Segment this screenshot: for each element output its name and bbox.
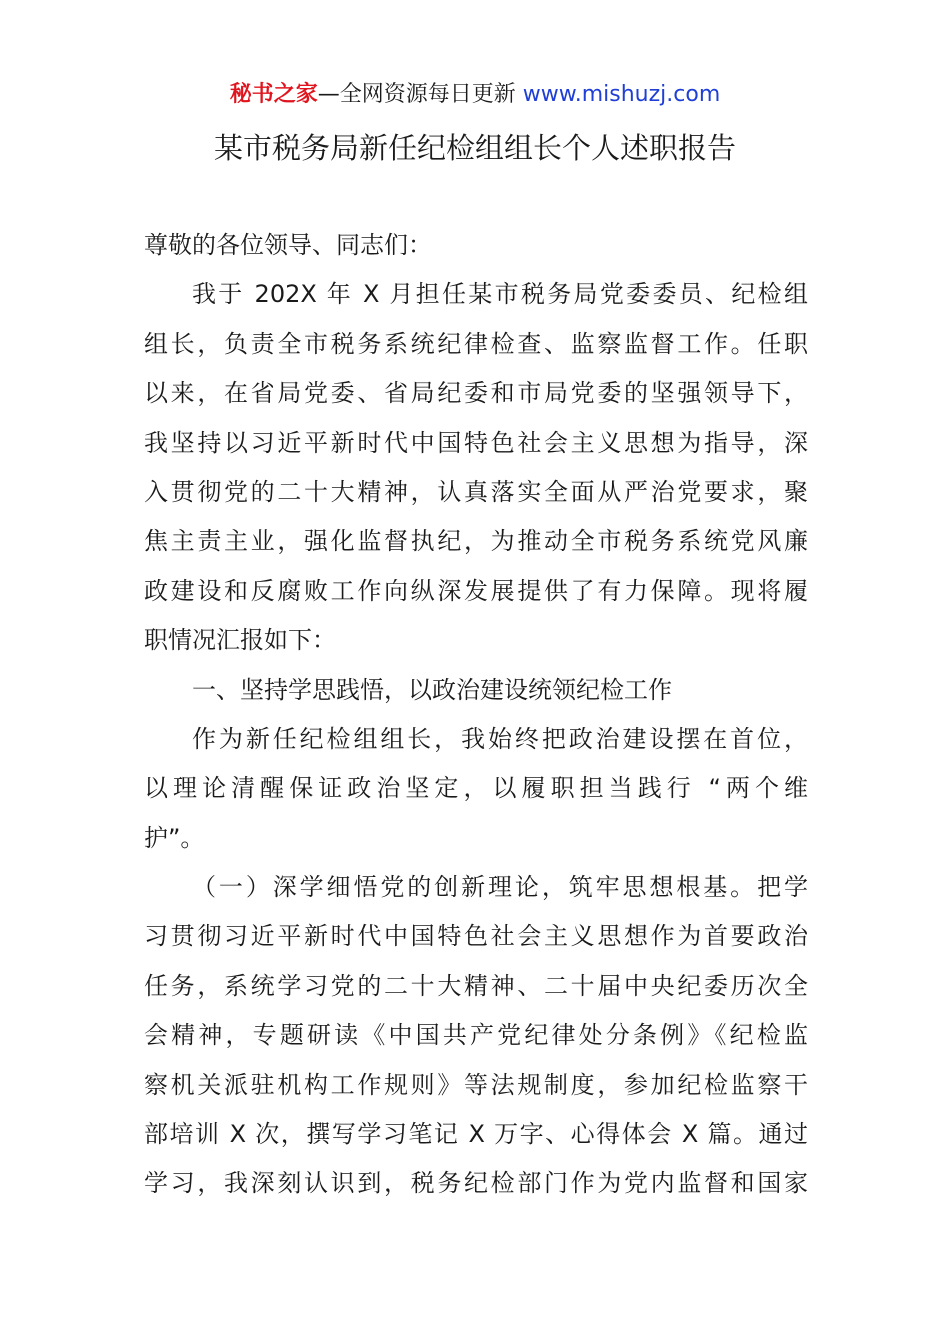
site-brand: 秘书之家: [229, 82, 318, 107]
body-line: 学习，我深刻认识到，税务纪检部门作为党内监督和国家: [144, 1169, 808, 1198]
body-line: 焦主责主业，强化监督执纪，为推动全市税务系统党风廉: [144, 527, 808, 556]
body-line: 护”。: [144, 823, 205, 852]
body-line: 职情况汇报如下：: [144, 626, 336, 655]
body-line: 部培训 X 次，撰写学习笔记 X 万字、心得体会 X 篇。通过: [144, 1120, 808, 1149]
body-line: （一）深学细悟党的创新理论，筑牢思想根基。把学: [192, 873, 808, 902]
document-title: 某市税务局新任纪检组组长个人述职报告: [213, 131, 736, 165]
body-line: 组长，负责全市税务系统纪律检查、监察监督工作。任职: [144, 329, 808, 358]
site-tagline: —全网资源每日更新: [317, 82, 523, 107]
body-line: 入贯彻党的二十大精神，认真落实全面从严治党要求，聚: [144, 477, 808, 506]
body-line: 习贯彻习近平新时代中国特色社会主义思想作为首要政治: [144, 922, 808, 951]
body-line: 作为新任纪检组组长，我始终把政治建设摆在首位，: [192, 724, 808, 753]
body-line: 政建设和反腐败工作向纵深发展提供了有力保障。现将履: [144, 576, 808, 605]
body-line: 一、坚持学思践悟，以政治建设统领纪检工作: [192, 675, 672, 704]
body-line: 我坚持以习近平新时代中国特色社会主义思想为指导，深: [144, 428, 808, 457]
site-header: [0, 80, 950, 110]
body-line: 我于 202X 年 X 月担任某市税务局党委委员、纪检组: [192, 280, 808, 309]
site-url-link[interactable]: www.mishuzj.com: [522, 82, 721, 107]
body-line: 尊敬的各位领导、同志们：: [144, 231, 432, 259]
body-line: 任务，系统学习党的二十大精神、二十届中央纪委历次全: [144, 971, 808, 1000]
body-line: 以理论清醒保证政治坚定，以履职担当践行 “两个维: [144, 774, 808, 803]
document-body: [144, 221, 808, 1209]
body-line: 察机关派驻机构工作规则》等法规制度，参加纪检监察干: [144, 1070, 808, 1099]
body-line: 以来，在省局党委、省局纪委和市局党委的坚强领导下，: [144, 379, 808, 408]
body-line: 会精神，专题研读《中国共产党纪律处分条例》《纪检监: [144, 1021, 808, 1050]
